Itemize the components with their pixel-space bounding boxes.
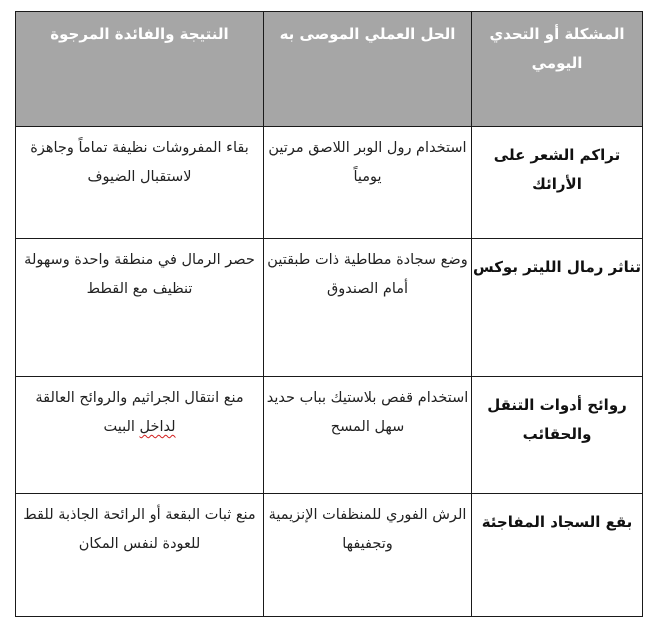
problem-cell: تناثر رمال الليتر بوكس <box>472 239 643 377</box>
solution-cell: الرش الفوري للمنظفات الإنزيمية وتجفيفها <box>264 494 472 617</box>
header-row <box>16 12 643 127</box>
header-solution: الحل العملي الموصى به <box>264 12 472 127</box>
table-row <box>16 239 643 377</box>
result-text-part2: البيت <box>103 419 140 435</box>
table-row <box>16 377 643 494</box>
problem-cell: تراكم الشعر على الأرائك <box>472 127 643 239</box>
header-result: النتيجة والفائدة المرجوة <box>16 12 264 127</box>
result-cell: منع ثبات البقعة أو الرائحة الجاذبة للقط للعودة لنفس المكان <box>16 494 264 617</box>
result-cell: حصر الرمال في منطقة واحدة وسهولة تنظيف مع القطط <box>16 239 264 377</box>
solution-cell: وضع سجادة مطاطية ذات طبقتين أمام الصندوق <box>264 239 472 377</box>
comparison-table <box>15 11 643 617</box>
result-cell <box>16 377 264 494</box>
spellcheck-flagged-word[interactable]: لداخل <box>139 419 176 435</box>
table-row <box>16 127 643 239</box>
solution-cell: استخدام رول الوبر اللاصق مرتين يومياً <box>264 127 472 239</box>
result-text-part1: منع انتقال الجراثيم والروائح العالقة <box>35 390 244 406</box>
result-cell: بقاء المفروشات نظيفة تماماً وجاهزة لاستقبال الضيوف <box>16 127 264 239</box>
solution-cell: استخدام قفص بلاستيك بباب حديد سهل المسح <box>264 377 472 494</box>
header-problem: المشكلة أو التحدي اليومي <box>472 12 643 127</box>
problem-cell: روائح أدوات التنقل والحقائب <box>472 377 643 494</box>
problem-cell: بقع السجاد المفاجئة <box>472 494 643 617</box>
table-row <box>16 494 643 617</box>
